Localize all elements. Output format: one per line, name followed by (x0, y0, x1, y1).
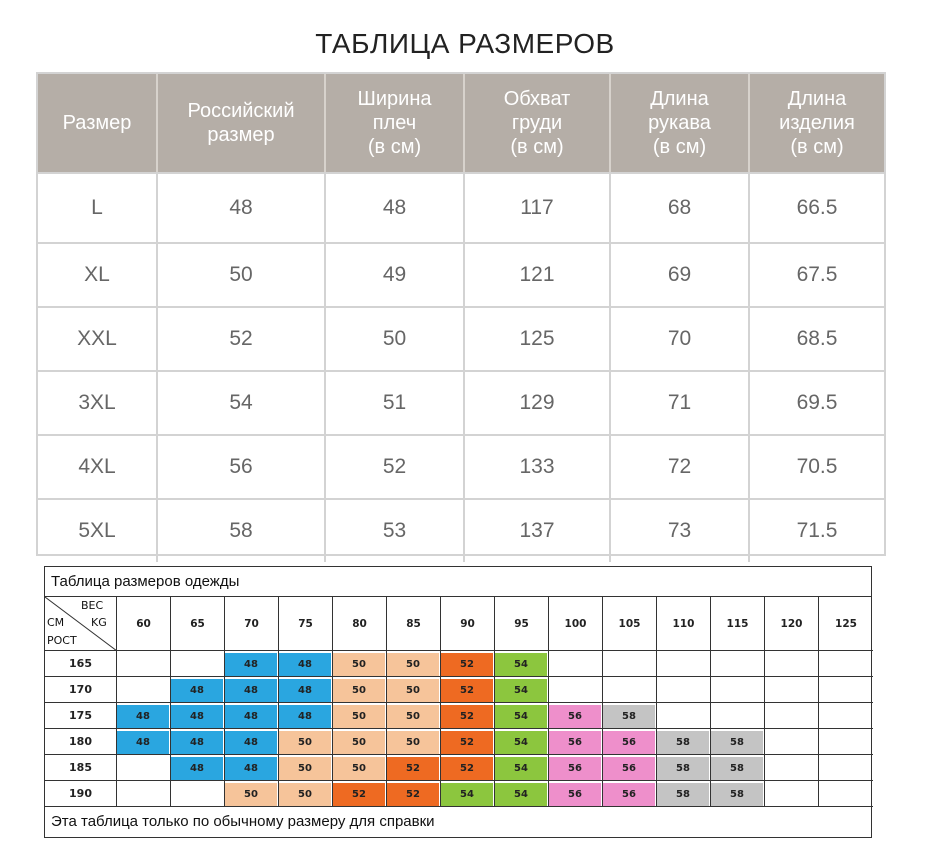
size-grid-cell (549, 703, 603, 729)
size-grid-value: 48 (117, 731, 169, 754)
size-grid-cell (387, 703, 441, 729)
table-cell: 3XL (78, 391, 116, 414)
size-grid-value (117, 653, 169, 676)
table-cell: 72 (609, 436, 748, 498)
weight-height-grid (45, 597, 871, 807)
height-row-label: 180 (45, 729, 117, 755)
size-grid-cell (225, 651, 279, 677)
height-unit-label: CM (47, 616, 65, 629)
table-cell: 68 (609, 174, 748, 242)
size-grid-value: 56 (549, 705, 601, 728)
size-grid-cell (495, 677, 549, 703)
table-cell: 52 (156, 308, 324, 370)
size-grid-cell (333, 729, 387, 755)
size-grid-cell (603, 755, 657, 781)
size-grid-cell (279, 755, 333, 781)
size-grid-value: 52 (441, 679, 493, 702)
weight-header-cell: 110 (657, 597, 711, 651)
size-grid-cell (711, 677, 765, 703)
table-cell: 73 (609, 500, 748, 562)
table-cell: 66.5 (748, 174, 884, 242)
size-grid-value: 52 (333, 783, 385, 806)
weight-header-cell: 105 (603, 597, 657, 651)
weight-header-cell: 95 (495, 597, 549, 651)
size-grid-value: 52 (387, 757, 439, 780)
size-grid-cell (603, 703, 657, 729)
size-grid-cell (225, 703, 279, 729)
size-grid-cell (819, 703, 873, 729)
size-grid-cell (549, 781, 603, 807)
size-grid-value: 50 (333, 757, 385, 780)
size-grid-value: 52 (441, 757, 493, 780)
size-grid-value: 50 (387, 679, 439, 702)
size-grid-value (657, 679, 709, 702)
weight-header-cell: 90 (441, 597, 495, 651)
table-cell: 69.5 (748, 372, 884, 434)
size-grid-value (765, 731, 817, 754)
height-row-label: 175 (45, 703, 117, 729)
size-grid-value: 48 (279, 705, 331, 728)
size-grid-cell (333, 677, 387, 703)
size-grid-value (711, 705, 763, 728)
size-grid-value: 50 (333, 679, 385, 702)
size-grid-cell (387, 651, 441, 677)
size-grid-cell (765, 651, 819, 677)
size-grid-cell (657, 781, 711, 807)
size-grid-cell (279, 781, 333, 807)
size-grid-cell (819, 677, 873, 703)
size-grid-value: 50 (279, 731, 331, 754)
size-table-header-cell: Обхват груди (в см) (463, 74, 609, 172)
page-title: ТАБЛИЦА РАЗМЕРОВ (315, 28, 615, 59)
size-grid-cell (225, 755, 279, 781)
size-grid-cell (171, 651, 225, 677)
size-grid-cell (225, 677, 279, 703)
table-cell: 51 (324, 372, 463, 434)
size-grid-value (819, 705, 872, 728)
size-grid-value: 48 (171, 679, 223, 702)
size-grid-value: 58 (657, 783, 709, 806)
size-grid-cell (387, 677, 441, 703)
size-grid-cell (117, 651, 171, 677)
table-cell: 117 (463, 174, 609, 242)
size-grid-cell (333, 651, 387, 677)
table-cell: 5XL (78, 519, 116, 542)
size-grid-cell (117, 677, 171, 703)
size-grid-value: 50 (387, 731, 439, 754)
size-grid-cell (117, 729, 171, 755)
size-grid-cell (549, 729, 603, 755)
size-grid-cell (549, 755, 603, 781)
size-grid-value: 58 (657, 757, 709, 780)
size-grid-value (819, 653, 872, 676)
size-grid-value: 50 (333, 653, 385, 676)
size-grid-value: 54 (495, 679, 547, 702)
size-grid-value: 58 (657, 731, 709, 754)
size-table-header (38, 74, 884, 172)
size-grid-value: 50 (279, 783, 331, 806)
table-cell: 71.5 (748, 500, 884, 562)
size-grid-value (819, 783, 872, 806)
size-grid-cell (495, 729, 549, 755)
size-grid-cell (387, 755, 441, 781)
size-grid-cell (171, 729, 225, 755)
size-grid-cell (657, 703, 711, 729)
size-grid-value: 54 (495, 731, 547, 754)
table-cell: XL (84, 263, 110, 286)
size-grid-value: 48 (225, 679, 277, 702)
table-cell: 48 (324, 174, 463, 242)
size-grid-value (603, 679, 655, 702)
size-grid-cell (495, 703, 549, 729)
table-cell: L (91, 196, 103, 219)
size-grid-cell (819, 729, 873, 755)
size-grid-cell (495, 755, 549, 781)
size-grid-value: 58 (603, 705, 655, 728)
table-cell: 70 (609, 308, 748, 370)
weight-header-cell: 125 (819, 597, 873, 651)
size-grid-value (657, 653, 709, 676)
table-row (38, 306, 884, 370)
weight-header-cell: 75 (279, 597, 333, 651)
table-cell: 50 (324, 308, 463, 370)
size-grid-value: 48 (171, 731, 223, 754)
size-grid-cell (495, 651, 549, 677)
chart-corner-cell (45, 597, 117, 651)
weight-header-cell: 60 (117, 597, 171, 651)
table-cell: 50 (156, 244, 324, 306)
height-row-label: 165 (45, 651, 117, 677)
size-grid-cell (603, 781, 657, 807)
table-cell: 125 (463, 308, 609, 370)
size-grid-cell (441, 651, 495, 677)
size-grid-value (549, 653, 601, 676)
weight-height-chart (44, 566, 872, 838)
size-grid-value (117, 679, 169, 702)
chart-footnote: Эта таблица только по обычному размеру для справки (51, 813, 435, 830)
size-grid-cell (225, 729, 279, 755)
size-grid-value: 56 (603, 757, 655, 780)
size-grid-cell (387, 729, 441, 755)
size-grid-value: 48 (279, 679, 331, 702)
size-grid-value: 48 (171, 705, 223, 728)
size-grid-cell (711, 703, 765, 729)
size-grid-value: 54 (495, 705, 547, 728)
table-cell: 69 (609, 244, 748, 306)
size-grid-cell (117, 703, 171, 729)
table-row (38, 370, 884, 434)
table-cell: 54 (156, 372, 324, 434)
size-grid-value (657, 705, 709, 728)
table-cell: 53 (324, 500, 463, 562)
size-grid-cell (117, 781, 171, 807)
size-grid-value (117, 783, 169, 806)
size-grid-value: 48 (225, 757, 277, 780)
size-grid-value: 48 (225, 705, 277, 728)
size-grid-value: 50 (387, 653, 439, 676)
table-cell: 121 (463, 244, 609, 306)
weight-header-cell: 115 (711, 597, 765, 651)
height-row-label: 170 (45, 677, 117, 703)
size-grid-cell (549, 651, 603, 677)
size-grid-value: 58 (711, 731, 763, 754)
size-grid-cell (819, 755, 873, 781)
size-grid-cell (279, 651, 333, 677)
size-grid-value: 56 (603, 731, 655, 754)
size-grid-cell (279, 703, 333, 729)
size-grid-cell (657, 651, 711, 677)
height-row-label: 190 (45, 781, 117, 807)
size-grid-value (819, 757, 872, 780)
size-grid-cell (333, 781, 387, 807)
size-grid-cell (765, 755, 819, 781)
size-grid-value (117, 757, 169, 780)
size-grid-value: 56 (549, 783, 601, 806)
size-grid-value: 52 (387, 783, 439, 806)
size-grid-value (171, 783, 223, 806)
table-row (38, 434, 884, 498)
table-cell: 4XL (78, 455, 116, 478)
size-grid-cell (765, 703, 819, 729)
size-grid-cell (657, 677, 711, 703)
size-grid-cell (333, 703, 387, 729)
table-row (38, 172, 884, 242)
size-grid-cell (441, 781, 495, 807)
table-cell: 137 (463, 500, 609, 562)
table-cell: 129 (463, 372, 609, 434)
size-table (36, 72, 886, 556)
table-cell: 70.5 (748, 436, 884, 498)
height-row-label: 185 (45, 755, 117, 781)
size-grid-cell (171, 703, 225, 729)
table-cell: 68.5 (748, 308, 884, 370)
size-grid-cell (441, 703, 495, 729)
size-grid-value: 48 (279, 653, 331, 676)
table-cell: 49 (324, 244, 463, 306)
size-grid-value: 52 (441, 731, 493, 754)
size-grid-cell (171, 755, 225, 781)
table-cell: XXL (77, 327, 117, 350)
size-grid-cell (819, 651, 873, 677)
height-label-ru: РОСТ (47, 634, 77, 647)
size-grid-cell (333, 755, 387, 781)
size-grid-cell (765, 729, 819, 755)
table-cell: 52 (324, 436, 463, 498)
size-grid-value: 50 (333, 705, 385, 728)
size-grid-cell (441, 755, 495, 781)
size-grid-value: 48 (225, 731, 277, 754)
size-grid-cell (765, 677, 819, 703)
size-grid-value: 48 (171, 757, 223, 780)
weight-header-cell: 100 (549, 597, 603, 651)
size-grid-value: 56 (549, 731, 601, 754)
weight-header-cell: 85 (387, 597, 441, 651)
size-grid-value (765, 679, 817, 702)
size-grid-value: 58 (711, 783, 763, 806)
size-grid-value (711, 653, 763, 676)
table-cell: 58 (156, 500, 324, 562)
size-grid-cell (711, 729, 765, 755)
table-row (38, 242, 884, 306)
size-grid-cell (603, 651, 657, 677)
size-table-header-cell: Российский размер (156, 74, 324, 172)
size-grid-cell (441, 729, 495, 755)
size-grid-cell (819, 781, 873, 807)
size-grid-cell (495, 781, 549, 807)
size-grid-cell (711, 781, 765, 807)
size-grid-value (765, 757, 817, 780)
size-grid-value: 54 (495, 757, 547, 780)
size-grid-value: 58 (711, 757, 763, 780)
table-cell: 133 (463, 436, 609, 498)
size-grid-value: 54 (495, 783, 547, 806)
size-grid-value (819, 679, 872, 702)
table-cell: 71 (609, 372, 748, 434)
size-grid-cell (711, 755, 765, 781)
size-grid-value: 50 (225, 783, 277, 806)
size-grid-cell (603, 677, 657, 703)
size-grid-value: 56 (549, 757, 601, 780)
weight-label-ru: ВЕС (81, 599, 104, 612)
size-grid-cell (765, 781, 819, 807)
size-grid-cell (657, 755, 711, 781)
size-grid-value: 54 (441, 783, 493, 806)
size-grid-cell (387, 781, 441, 807)
weight-header-cell: 65 (171, 597, 225, 651)
size-grid-cell (657, 729, 711, 755)
size-table-header-cell: Длина изделия (в см) (748, 74, 884, 172)
size-grid-cell (279, 729, 333, 755)
size-grid-value: 52 (441, 653, 493, 676)
chart-title: Таблица размеров одежды (45, 567, 871, 597)
size-grid-cell (225, 781, 279, 807)
size-grid-cell (603, 729, 657, 755)
size-grid-cell (171, 781, 225, 807)
size-grid-value: 48 (225, 653, 277, 676)
weight-header-cell: 120 (765, 597, 819, 651)
size-grid-value (765, 705, 817, 728)
size-grid-value (765, 783, 817, 806)
size-grid-value (549, 679, 601, 702)
size-grid-value (711, 679, 763, 702)
size-grid-value: 56 (603, 783, 655, 806)
weight-header-cell: 80 (333, 597, 387, 651)
table-cell: 56 (156, 436, 324, 498)
size-grid-value (603, 653, 655, 676)
size-grid-value (819, 731, 872, 754)
size-grid-value: 50 (333, 731, 385, 754)
size-grid-cell (171, 677, 225, 703)
weight-header-cell: 70 (225, 597, 279, 651)
size-grid-value: 52 (441, 705, 493, 728)
size-grid-cell (441, 677, 495, 703)
table-row (38, 498, 884, 562)
size-grid-cell (711, 651, 765, 677)
size-grid-cell (549, 677, 603, 703)
size-grid-value (171, 653, 223, 676)
size-grid-value: 54 (495, 653, 547, 676)
size-table-header-cell: Размер (62, 112, 132, 134)
size-table-header-cell: Ширина плеч (в см) (324, 74, 463, 172)
size-grid-value: 50 (279, 757, 331, 780)
size-grid-value (765, 653, 817, 676)
weight-label-en: KG (91, 616, 107, 629)
table-cell: 48 (156, 174, 324, 242)
size-grid-cell (279, 677, 333, 703)
size-grid-value: 50 (387, 705, 439, 728)
size-grid-cell (117, 755, 171, 781)
table-cell: 67.5 (748, 244, 884, 306)
size-grid-value: 48 (117, 705, 169, 728)
size-table-header-cell: Длина рукава (в см) (609, 74, 748, 172)
